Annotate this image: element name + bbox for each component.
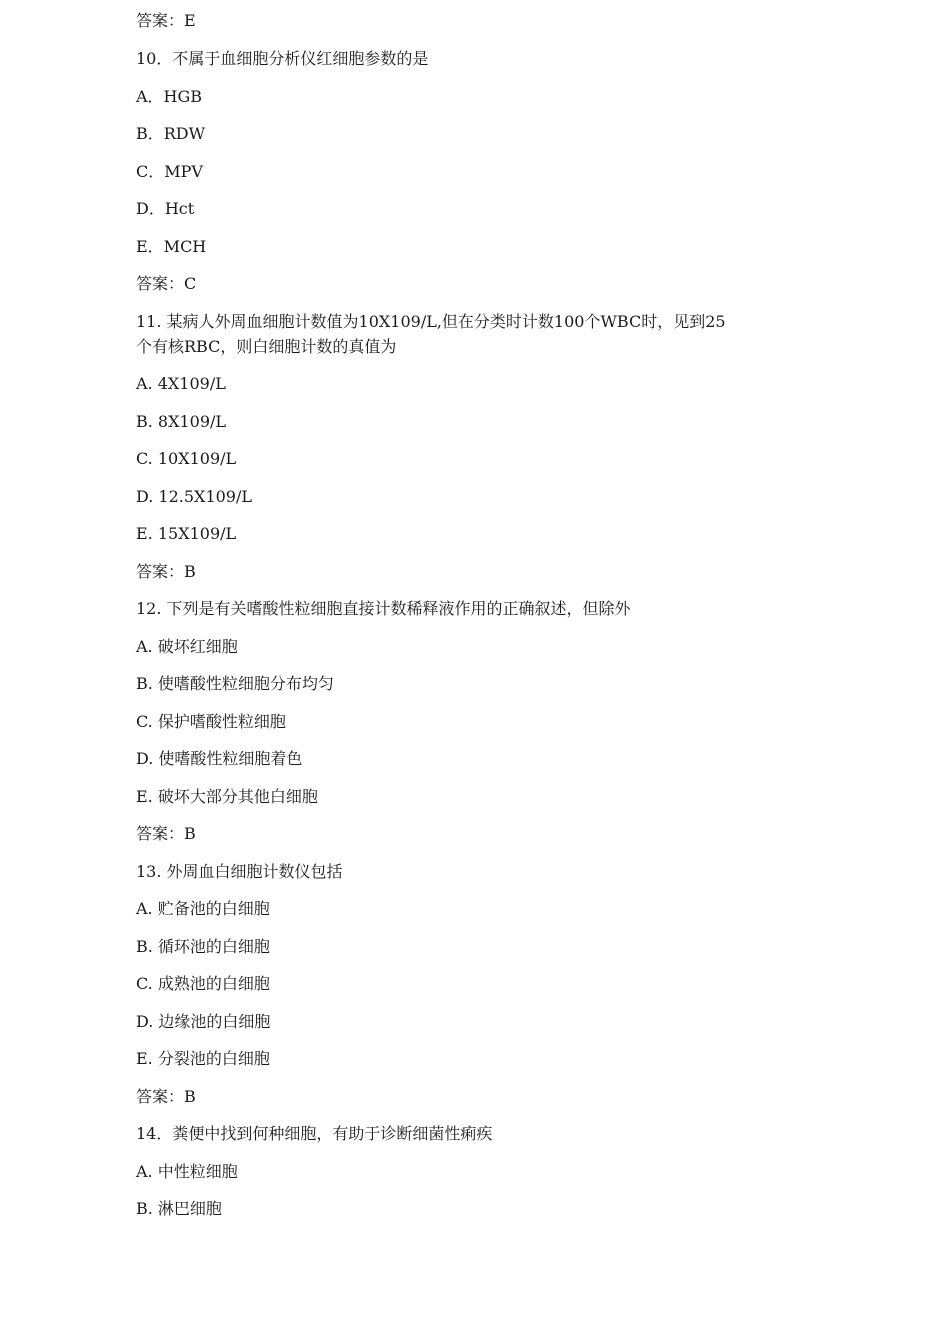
option-line: D. 12.5X109/L <box>136 487 252 506</box>
option-line: E. 分裂池的白细胞 <box>136 1049 270 1068</box>
answer-line: 答案：C <box>136 274 197 293</box>
option-line: C. 保护嗜酸性粒细胞 <box>136 712 286 731</box>
answer-line: 答案：B <box>136 824 196 843</box>
option-line: D．Hct <box>136 199 195 218</box>
option-line: B．RDW <box>136 124 206 143</box>
option-line: E. 破坏大部分其他白细胞 <box>136 787 318 806</box>
option-line: B. 8X109/L <box>136 412 227 431</box>
option-line: A. 贮备池的白细胞 <box>136 899 270 918</box>
question-text-cont: 个有核RBC，则白细胞计数的真值为 <box>136 337 397 356</box>
option-line: B. 淋巴细胞 <box>136 1199 222 1218</box>
option-line: B. 使嗜酸性粒细胞分布均匀 <box>136 674 334 693</box>
option-line: C．MPV <box>136 162 203 181</box>
answer-line: 答案：E <box>136 11 196 30</box>
option-line: B. 循环池的白细胞 <box>136 937 270 956</box>
answer-line: 答案：B <box>136 562 196 581</box>
option-line: E. 15X109/L <box>136 524 237 543</box>
option-line: E．MCH <box>136 237 207 256</box>
option-line: A．HGB <box>136 87 203 106</box>
option-line: C. 成熟池的白细胞 <box>136 974 270 993</box>
question-text: 14．粪便中找到何种细胞，有助于诊断细菌性痢疾 <box>136 1124 493 1143</box>
option-line: A. 破坏红细胞 <box>136 637 238 656</box>
option-line: C. 10X109/L <box>136 449 237 468</box>
option-line: D. 边缘池的白细胞 <box>136 1012 271 1031</box>
question-text: 11. 某病人外周血细胞计数值为10X109/L,但在分类时计数100个WBC时，见到25 <box>136 312 726 331</box>
question-text: 12. 下列是有关嗜酸性粒细胞直接计数稀释液作用的正确叙述，但除外 <box>136 599 631 618</box>
question-text: 13. 外周血白细胞计数仪包括 <box>136 862 343 881</box>
option-line: A. 4X109/L <box>136 374 226 393</box>
option-line: D. 使嗜酸性粒细胞着色 <box>136 749 303 768</box>
question-text: 10．不属于血细胞分析仪红细胞参数的是 <box>136 49 429 68</box>
answer-line: 答案：B <box>136 1087 196 1106</box>
option-line: A. 中性粒细胞 <box>136 1162 238 1181</box>
